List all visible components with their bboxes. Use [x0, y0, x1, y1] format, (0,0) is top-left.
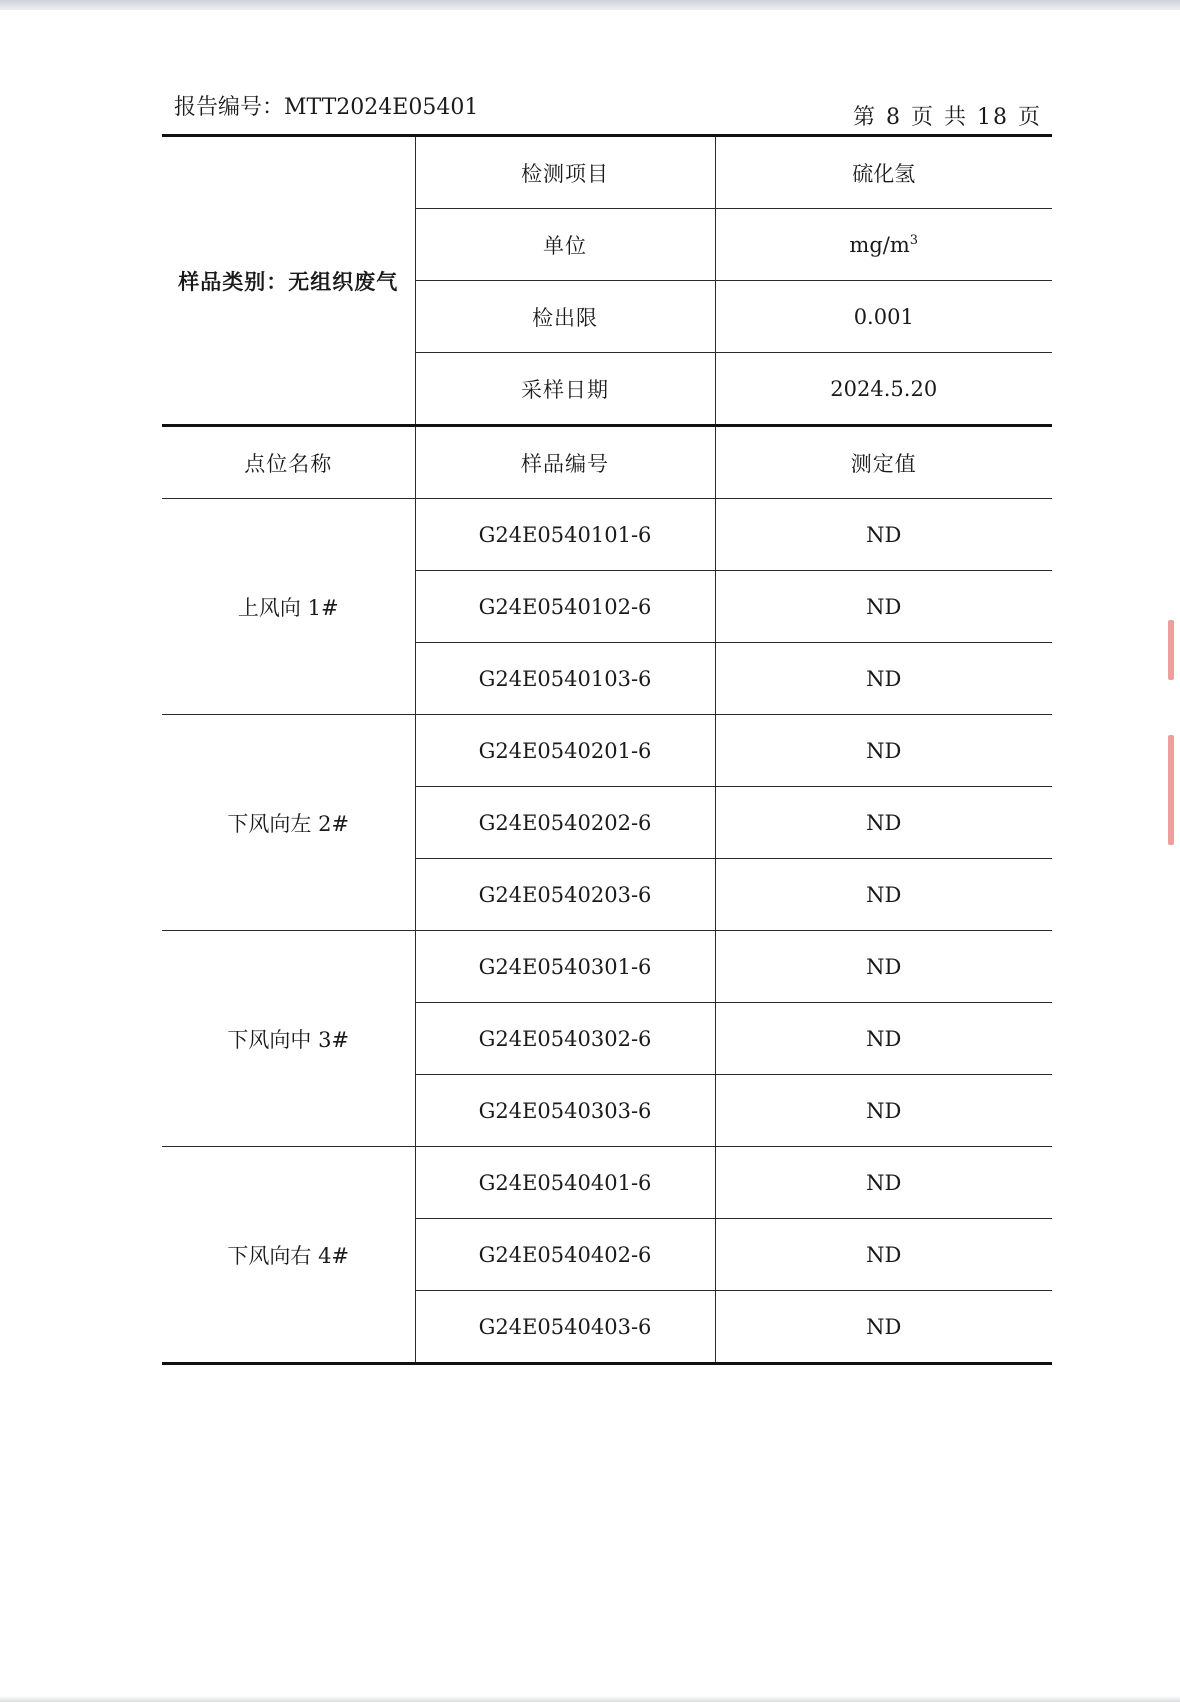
param-value: 硫化氢 — [715, 136, 1052, 209]
results-table — [162, 134, 1052, 1365]
page-number: 第 8 页 共 18 页 — [853, 105, 1042, 130]
sample-id: G24E0540302-6 — [415, 1003, 715, 1075]
measured-value: ND — [715, 499, 1052, 571]
sample-id: G24E0540303-6 — [415, 1075, 715, 1147]
measured-value: ND — [715, 643, 1052, 715]
measured-value: ND — [715, 1291, 1052, 1364]
location-cell: 下风向左 2# — [162, 715, 415, 931]
sample-id: G24E0540201-6 — [415, 715, 715, 787]
measured-value: ND — [715, 715, 1052, 787]
param-label: 单位 — [415, 209, 715, 281]
unit-exponent: 3 — [909, 232, 919, 248]
param-value: 0.001 — [715, 281, 1052, 353]
sample-id: G24E0540102-6 — [415, 571, 715, 643]
measured-value: ND — [715, 859, 1052, 931]
measured-value: ND — [715, 571, 1052, 643]
sample-id: G24E0540103-6 — [415, 643, 715, 715]
column-header: 样品编号 — [415, 426, 715, 499]
location-cell: 上风向 1# — [162, 499, 415, 715]
sample-id: G24E0540101-6 — [415, 499, 715, 571]
sample-category: 样品类别：无组织废气 — [162, 136, 415, 426]
report-number: 报告编号：MTT2024E05401 — [174, 95, 479, 120]
column-header-row — [162, 426, 1052, 499]
param-label: 采样日期 — [415, 353, 715, 426]
measured-value: ND — [715, 1219, 1052, 1291]
table-row — [162, 931, 1052, 1003]
measured-value: ND — [715, 1075, 1052, 1147]
param-value: 2024.5.20 — [715, 353, 1052, 426]
table-row — [162, 715, 1052, 787]
sample-id: G24E0540401-6 — [415, 1147, 715, 1219]
param-row-item — [162, 136, 1052, 209]
sample-id: G24E0540202-6 — [415, 787, 715, 859]
param-value — [715, 209, 1052, 281]
measured-value: ND — [715, 787, 1052, 859]
measured-value: ND — [715, 1003, 1052, 1075]
param-label: 检出限 — [415, 281, 715, 353]
location-cell: 下风向右 4# — [162, 1147, 415, 1364]
param-label: 检测项目 — [415, 136, 715, 209]
column-header: 测定值 — [715, 426, 1052, 499]
table-row — [162, 499, 1052, 571]
measured-value: ND — [715, 931, 1052, 1003]
measured-value: ND — [715, 1147, 1052, 1219]
stamp-mark-lower — [1168, 735, 1174, 845]
location-cell: 下风向中 3# — [162, 931, 415, 1147]
stamp-mark-upper — [1168, 620, 1174, 680]
sample-id: G24E0540402-6 — [415, 1219, 715, 1291]
sample-id: G24E0540203-6 — [415, 859, 715, 931]
sample-id: G24E0540301-6 — [415, 931, 715, 1003]
scan-edge-bottom — [0, 1696, 1180, 1702]
sample-id: G24E0540403-6 — [415, 1291, 715, 1364]
column-header: 点位名称 — [162, 426, 415, 499]
scan-edge-top — [0, 0, 1180, 10]
unit-base: mg/m — [849, 232, 910, 257]
table-row — [162, 1147, 1052, 1219]
